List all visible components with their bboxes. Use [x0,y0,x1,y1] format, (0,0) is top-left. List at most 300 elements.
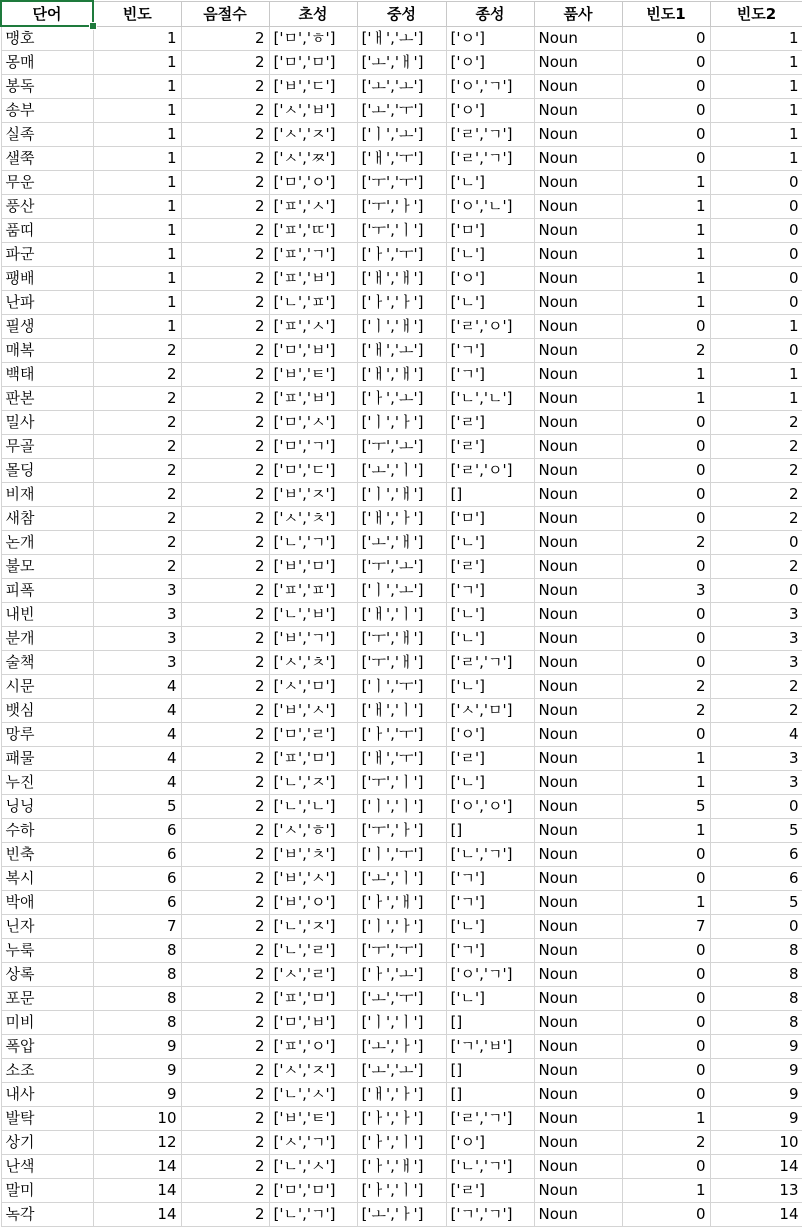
cell-frequency1[interactable]: 0 [622,1035,710,1059]
cell-medial[interactable]: ['ㅜ','ㅏ'] [357,195,446,219]
cell-frequency[interactable]: 1 [93,171,181,195]
cell-initial[interactable]: ['ㅁ','ㄷ'] [269,459,357,483]
cell-frequency[interactable]: 2 [93,555,181,579]
cell-syllables[interactable]: 2 [181,699,269,723]
cell-word[interactable]: 내빈 [1,603,93,627]
cell-initial[interactable]: ['ㅅ','ㄱ'] [269,1131,357,1155]
cell-frequency1[interactable]: 0 [622,627,710,651]
cell-frequency[interactable]: 14 [93,1203,181,1227]
cell-syllables[interactable]: 2 [181,963,269,987]
cell-word[interactable]: 매복 [1,339,93,363]
cell-syllables[interactable]: 2 [181,123,269,147]
cell-medial[interactable]: ['ㅏ','ㅜ'] [357,243,446,267]
cell-pos[interactable]: Noun [534,195,622,219]
cell-medial[interactable]: ['ㅐ','ㅜ'] [357,747,446,771]
cell-frequency[interactable]: 2 [93,363,181,387]
cell-frequency[interactable]: 2 [93,411,181,435]
cell-syllables[interactable]: 2 [181,819,269,843]
header-cell-frequency[interactable]: 빈도 [93,1,181,26]
cell-frequency1[interactable]: 0 [622,507,710,531]
cell-pos[interactable]: Noun [534,483,622,507]
cell-syllables[interactable]: 2 [181,171,269,195]
cell-initial[interactable]: ['ㄴ','ㅂ'] [269,603,357,627]
cell-pos[interactable]: Noun [534,819,622,843]
cell-frequency[interactable]: 1 [93,243,181,267]
header-cell-final[interactable]: 종성 [446,1,534,26]
cell-pos[interactable]: Noun [534,987,622,1011]
cell-medial[interactable]: ['ㅜ','ㅜ'] [357,939,446,963]
cell-frequency1[interactable]: 0 [622,843,710,867]
cell-medial[interactable]: ['ㅐ','ㅐ'] [357,363,446,387]
cell-frequency2[interactable]: 2 [710,675,802,699]
cell-syllables[interactable]: 2 [181,771,269,795]
cell-medial[interactable]: ['ㅣ','ㅏ'] [357,915,446,939]
cell-frequency[interactable]: 3 [93,603,181,627]
cell-final[interactable]: ['ㄱ','ㅂ'] [446,1035,534,1059]
cell-medial[interactable]: ['ㅏ','ㅗ'] [357,387,446,411]
cell-initial[interactable]: ['ㅁ','ㅅ'] [269,411,357,435]
cell-frequency[interactable]: 4 [93,747,181,771]
cell-initial[interactable]: ['ㅂ','ㄱ'] [269,627,357,651]
cell-medial[interactable]: ['ㅏ','ㅜ'] [357,723,446,747]
cell-frequency1[interactable]: 1 [622,387,710,411]
cell-word[interactable]: 필생 [1,315,93,339]
cell-pos[interactable]: Noun [534,411,622,435]
cell-pos[interactable]: Noun [534,507,622,531]
cell-word[interactable]: 맹호 [1,26,93,51]
cell-final[interactable]: ['ㅇ','ㄱ'] [446,963,534,987]
cell-frequency2[interactable]: 2 [710,411,802,435]
cell-frequency[interactable]: 1 [93,75,181,99]
cell-initial[interactable]: ['ㄴ','ㅅ'] [269,1155,357,1179]
cell-final[interactable]: ['ㅇ','ㄱ'] [446,75,534,99]
cell-frequency1[interactable]: 0 [622,123,710,147]
cell-syllables[interactable]: 2 [181,459,269,483]
cell-frequency1[interactable]: 1 [622,219,710,243]
cell-word[interactable]: 실족 [1,123,93,147]
cell-medial[interactable]: ['ㅗ','ㅗ'] [357,75,446,99]
cell-frequency[interactable]: 14 [93,1155,181,1179]
cell-frequency1[interactable]: 7 [622,915,710,939]
cell-frequency2[interactable]: 2 [710,483,802,507]
cell-frequency1[interactable]: 0 [622,411,710,435]
cell-frequency2[interactable]: 0 [710,219,802,243]
cell-frequency1[interactable]: 0 [622,651,710,675]
cell-word[interactable]: 닌자 [1,915,93,939]
cell-final[interactable]: ['ㅇ','ㅇ'] [446,795,534,819]
cell-initial[interactable]: ['ㅁ','ㄹ'] [269,723,357,747]
cell-frequency2[interactable]: 0 [710,267,802,291]
cell-pos[interactable]: Noun [534,267,622,291]
cell-final[interactable]: ['ㄴ'] [446,675,534,699]
cell-medial[interactable]: ['ㅜ','ㅗ'] [357,435,446,459]
cell-frequency1[interactable]: 2 [622,531,710,555]
cell-word[interactable]: 판본 [1,387,93,411]
cell-medial[interactable]: ['ㅐ','ㅏ'] [357,1083,446,1107]
cell-frequency2[interactable]: 8 [710,963,802,987]
cell-initial[interactable]: ['ㄴ','ㄱ'] [269,1203,357,1227]
cell-frequency1[interactable]: 0 [622,1083,710,1107]
cell-pos[interactable]: Noun [534,1131,622,1155]
cell-initial[interactable]: ['ㄴ','ㅅ'] [269,1083,357,1107]
cell-frequency1[interactable]: 2 [622,339,710,363]
header-cell-frequency2[interactable]: 빈도2 [710,1,802,26]
cell-syllables[interactable]: 2 [181,939,269,963]
cell-final[interactable]: ['ㄱ'] [446,363,534,387]
cell-final[interactable]: ['ㄱ'] [446,891,534,915]
cell-frequency2[interactable]: 9 [710,1107,802,1131]
cell-frequency[interactable]: 14 [93,1179,181,1203]
cell-frequency1[interactable]: 0 [622,483,710,507]
cell-final[interactable]: ['ㄴ'] [446,531,534,555]
cell-word[interactable]: 샐쭉 [1,147,93,171]
cell-medial[interactable]: ['ㅣ','ㅗ'] [357,579,446,603]
cell-pos[interactable]: Noun [534,651,622,675]
cell-frequency2[interactable]: 9 [710,1035,802,1059]
cell-frequency2[interactable]: 8 [710,987,802,1011]
cell-medial[interactable]: ['ㅜ','ㅏ'] [357,819,446,843]
cell-final[interactable]: ['ㄹ'] [446,555,534,579]
cell-frequency1[interactable]: 0 [622,867,710,891]
cell-frequency1[interactable]: 0 [622,987,710,1011]
cell-medial[interactable]: ['ㅣ','ㅣ'] [357,1011,446,1035]
cell-syllables[interactable]: 2 [181,99,269,123]
cell-medial[interactable]: ['ㅐ','ㅣ'] [357,603,446,627]
cell-medial[interactable]: ['ㅏ','ㅣ'] [357,1179,446,1203]
cell-pos[interactable]: Noun [534,1155,622,1179]
cell-frequency1[interactable]: 0 [622,147,710,171]
cell-frequency[interactable]: 8 [93,1011,181,1035]
cell-initial[interactable]: ['ㅁ','ㅂ'] [269,339,357,363]
cell-pos[interactable]: Noun [534,555,622,579]
cell-initial[interactable]: ['ㅍ','ㅇ'] [269,1035,357,1059]
cell-frequency1[interactable]: 1 [622,1179,710,1203]
cell-syllables[interactable]: 2 [181,291,269,315]
cell-final[interactable]: [] [446,1011,534,1035]
cell-initial[interactable]: ['ㅅ','ㅈ'] [269,123,357,147]
cell-initial[interactable]: ['ㅂ','ㅌ'] [269,1107,357,1131]
cell-frequency2[interactable]: 2 [710,699,802,723]
cell-word[interactable]: 몽매 [1,51,93,75]
cell-final[interactable]: ['ㅇ','ㄴ'] [446,195,534,219]
cell-frequency2[interactable]: 0 [710,243,802,267]
cell-pos[interactable]: Noun [534,315,622,339]
cell-frequency2[interactable]: 6 [710,867,802,891]
cell-frequency2[interactable]: 10 [710,1131,802,1155]
cell-frequency2[interactable]: 0 [710,531,802,555]
cell-frequency[interactable]: 4 [93,699,181,723]
cell-syllables[interactable]: 2 [181,483,269,507]
cell-syllables[interactable]: 2 [181,1131,269,1155]
cell-medial[interactable]: ['ㅗ','ㅣ'] [357,459,446,483]
cell-frequency2[interactable]: 4 [710,723,802,747]
cell-final[interactable]: ['ㄹ'] [446,411,534,435]
cell-medial[interactable]: ['ㅏ','ㅗ'] [357,963,446,987]
cell-frequency[interactable]: 9 [93,1083,181,1107]
cell-final[interactable]: ['ㄱ','ㄱ'] [446,1203,534,1227]
cell-syllables[interactable]: 2 [181,795,269,819]
cell-word[interactable]: 품띠 [1,219,93,243]
cell-word[interactable]: 미비 [1,1011,93,1035]
cell-final[interactable]: ['ㄹ','ㄱ'] [446,123,534,147]
cell-medial[interactable]: ['ㅗ','ㅗ'] [357,1059,446,1083]
cell-medial[interactable]: ['ㅣ','ㅜ'] [357,843,446,867]
cell-medial[interactable]: ['ㅣ','ㅗ'] [357,123,446,147]
cell-final[interactable]: ['ㄴ'] [446,291,534,315]
cell-final[interactable]: ['ㄴ'] [446,171,534,195]
cell-initial[interactable]: ['ㄴ','ㅈ'] [269,771,357,795]
cell-initial[interactable]: ['ㅁ','ㅂ'] [269,1011,357,1035]
cell-final[interactable]: ['ㄹ','ㅇ'] [446,315,534,339]
cell-word[interactable]: 복시 [1,867,93,891]
cell-medial[interactable]: ['ㅣ','ㅐ'] [357,315,446,339]
cell-initial[interactable]: ['ㅅ','ㅊ'] [269,651,357,675]
cell-word[interactable]: 송부 [1,99,93,123]
cell-frequency[interactable]: 6 [93,867,181,891]
cell-syllables[interactable]: 2 [181,891,269,915]
cell-frequency1[interactable]: 1 [622,1107,710,1131]
cell-pos[interactable]: Noun [534,1035,622,1059]
cell-frequency2[interactable]: 3 [710,603,802,627]
cell-word[interactable]: 빈축 [1,843,93,867]
cell-pos[interactable]: Noun [534,963,622,987]
cell-final[interactable]: ['ㄹ','ㅇ'] [446,459,534,483]
cell-initial[interactable]: ['ㄴ','ㄴ'] [269,795,357,819]
cell-initial[interactable]: ['ㅁ','ㅁ'] [269,51,357,75]
cell-frequency[interactable]: 5 [93,795,181,819]
cell-initial[interactable]: ['ㅍ','ㅂ'] [269,267,357,291]
cell-medial[interactable]: ['ㅣ','ㅣ'] [357,795,446,819]
cell-frequency[interactable]: 2 [93,387,181,411]
cell-final[interactable]: ['ㄴ'] [446,915,534,939]
cell-frequency[interactable]: 8 [93,939,181,963]
cell-initial[interactable]: ['ㅁ','ㅎ'] [269,26,357,51]
cell-frequency[interactable]: 3 [93,579,181,603]
cell-syllables[interactable]: 2 [181,651,269,675]
cell-pos[interactable]: Noun [534,387,622,411]
header-cell-pos[interactable]: 품사 [534,1,622,26]
cell-final[interactable]: ['ㄱ'] [446,867,534,891]
cell-frequency2[interactable]: 3 [710,747,802,771]
cell-initial[interactable]: ['ㅅ','ㅎ'] [269,819,357,843]
cell-frequency2[interactable]: 1 [710,315,802,339]
cell-word[interactable]: 패물 [1,747,93,771]
cell-initial[interactable]: ['ㅍ','ㅅ'] [269,315,357,339]
cell-pos[interactable]: Noun [534,459,622,483]
cell-final[interactable]: ['ㅇ'] [446,26,534,51]
cell-frequency1[interactable]: 0 [622,459,710,483]
cell-frequency[interactable]: 10 [93,1107,181,1131]
cell-word[interactable]: 박애 [1,891,93,915]
cell-syllables[interactable]: 2 [181,339,269,363]
cell-medial[interactable]: ['ㅣ','ㅏ'] [357,411,446,435]
cell-final[interactable]: ['ㄴ'] [446,987,534,1011]
cell-initial[interactable]: ['ㅍ','ㅅ'] [269,195,357,219]
cell-syllables[interactable]: 2 [181,411,269,435]
cell-syllables[interactable]: 2 [181,507,269,531]
cell-word[interactable]: 논개 [1,531,93,555]
cell-final[interactable]: ['ㄴ'] [446,627,534,651]
cell-medial[interactable]: ['ㅗ','ㅜ'] [357,99,446,123]
cell-frequency[interactable]: 9 [93,1059,181,1083]
cell-final[interactable]: ['ㄱ'] [446,579,534,603]
cell-final[interactable]: ['ㅁ'] [446,507,534,531]
cell-frequency[interactable]: 1 [93,195,181,219]
cell-frequency[interactable]: 2 [93,435,181,459]
cell-medial[interactable]: ['ㅜ','ㅣ'] [357,771,446,795]
cell-word[interactable]: 불모 [1,555,93,579]
cell-syllables[interactable]: 2 [181,243,269,267]
cell-syllables[interactable]: 2 [181,747,269,771]
cell-word[interactable]: 닝닝 [1,795,93,819]
cell-word[interactable]: 난색 [1,1155,93,1179]
cell-final[interactable]: ['ㄹ'] [446,435,534,459]
header-cell-medial[interactable]: 중성 [357,1,446,26]
cell-frequency1[interactable]: 5 [622,795,710,819]
header-cell-frequency1[interactable]: 빈도1 [622,1,710,26]
cell-syllables[interactable]: 2 [181,363,269,387]
cell-frequency[interactable]: 3 [93,651,181,675]
cell-pos[interactable]: Noun [534,1011,622,1035]
cell-medial[interactable]: ['ㅗ','ㅐ'] [357,51,446,75]
cell-final[interactable]: [] [446,819,534,843]
cell-syllables[interactable]: 2 [181,627,269,651]
cell-medial[interactable]: ['ㅜ','ㅣ'] [357,219,446,243]
cell-frequency2[interactable]: 14 [710,1203,802,1227]
cell-word[interactable]: 몰딩 [1,459,93,483]
cell-frequency2[interactable]: 1 [710,363,802,387]
cell-frequency2[interactable]: 5 [710,891,802,915]
cell-word[interactable]: 소조 [1,1059,93,1083]
cell-frequency[interactable]: 1 [93,26,181,51]
cell-final[interactable]: ['ㅇ'] [446,1131,534,1155]
cell-word[interactable]: 말미 [1,1179,93,1203]
cell-frequency1[interactable]: 1 [622,771,710,795]
header-cell-syllables[interactable]: 음절수 [181,1,269,26]
cell-word[interactable]: 무골 [1,435,93,459]
cell-medial[interactable]: ['ㅣ','ㅜ'] [357,675,446,699]
cell-medial[interactable]: ['ㅐ','ㅗ'] [357,26,446,51]
cell-syllables[interactable]: 2 [181,915,269,939]
cell-frequency1[interactable]: 3 [622,579,710,603]
cell-frequency[interactable]: 8 [93,963,181,987]
cell-frequency1[interactable]: 0 [622,603,710,627]
cell-pos[interactable]: Noun [534,867,622,891]
cell-pos[interactable]: Noun [534,915,622,939]
cell-pos[interactable]: Noun [534,771,622,795]
cell-medial[interactable]: ['ㅗ','ㅐ'] [357,531,446,555]
cell-frequency1[interactable]: 1 [622,291,710,315]
cell-syllables[interactable]: 2 [181,1059,269,1083]
cell-syllables[interactable]: 2 [181,51,269,75]
cell-syllables[interactable]: 2 [181,1011,269,1035]
cell-final[interactable]: ['ㄱ'] [446,939,534,963]
cell-initial[interactable]: ['ㅍ','ㅍ'] [269,579,357,603]
cell-frequency2[interactable]: 3 [710,627,802,651]
cell-word[interactable]: 풍산 [1,195,93,219]
cell-frequency2[interactable]: 1 [710,75,802,99]
cell-medial[interactable]: ['ㅜ','ㅐ'] [357,651,446,675]
cell-syllables[interactable]: 2 [181,1203,269,1227]
cell-final[interactable]: ['ㅇ'] [446,99,534,123]
cell-syllables[interactable]: 2 [181,435,269,459]
cell-frequency1[interactable]: 1 [622,747,710,771]
cell-frequency1[interactable]: 1 [622,243,710,267]
cell-frequency1[interactable]: 0 [622,723,710,747]
cell-syllables[interactable]: 2 [181,219,269,243]
cell-frequency2[interactable]: 3 [710,771,802,795]
cell-syllables[interactable]: 2 [181,1107,269,1131]
cell-frequency[interactable]: 9 [93,1035,181,1059]
cell-initial[interactable]: ['ㅁ','ㅇ'] [269,171,357,195]
cell-initial[interactable]: ['ㅂ','ㅁ'] [269,555,357,579]
cell-frequency[interactable]: 1 [93,123,181,147]
cell-word[interactable]: 술책 [1,651,93,675]
cell-pos[interactable]: Noun [534,699,622,723]
cell-initial[interactable]: ['ㄴ','ㄹ'] [269,939,357,963]
cell-word[interactable]: 뱃심 [1,699,93,723]
cell-frequency1[interactable]: 0 [622,1011,710,1035]
cell-word[interactable]: 상기 [1,1131,93,1155]
cell-medial[interactable]: ['ㅏ','ㅐ'] [357,891,446,915]
cell-frequency2[interactable]: 1 [710,51,802,75]
cell-initial[interactable]: ['ㅍ','ㄱ'] [269,243,357,267]
cell-final[interactable]: [] [446,1059,534,1083]
header-cell-initial[interactable]: 초성 [269,1,357,26]
cell-word[interactable]: 봉독 [1,75,93,99]
cell-frequency[interactable]: 1 [93,99,181,123]
cell-medial[interactable]: ['ㅜ','ㅐ'] [357,627,446,651]
cell-pos[interactable]: Noun [534,363,622,387]
cell-initial[interactable]: ['ㅍ','ㄸ'] [269,219,357,243]
cell-initial[interactable]: ['ㅂ','ㅇ'] [269,891,357,915]
cell-syllables[interactable]: 2 [181,26,269,51]
cell-pos[interactable]: Noun [534,795,622,819]
cell-word[interactable]: 난파 [1,291,93,315]
cell-pos[interactable]: Noun [534,339,622,363]
cell-frequency2[interactable]: 1 [710,26,802,51]
cell-frequency2[interactable]: 8 [710,939,802,963]
cell-word[interactable]: 누룩 [1,939,93,963]
cell-frequency1[interactable]: 0 [622,1059,710,1083]
cell-syllables[interactable]: 2 [181,387,269,411]
cell-pos[interactable]: Noun [534,123,622,147]
cell-initial[interactable]: ['ㅅ','ㅊ'] [269,507,357,531]
cell-frequency[interactable]: 6 [93,843,181,867]
cell-word[interactable]: 발탁 [1,1107,93,1131]
cell-final[interactable]: [] [446,1083,534,1107]
cell-frequency[interactable]: 1 [93,315,181,339]
cell-medial[interactable]: ['ㅜ','ㅜ'] [357,171,446,195]
cell-medial[interactable]: ['ㅐ','ㅣ'] [357,699,446,723]
cell-pos[interactable]: Noun [534,1107,622,1131]
cell-syllables[interactable]: 2 [181,1035,269,1059]
cell-medial[interactable]: ['ㅣ','ㅐ'] [357,483,446,507]
cell-syllables[interactable]: 2 [181,1155,269,1179]
cell-word[interactable]: 무운 [1,171,93,195]
cell-final[interactable]: ['ㄹ','ㄱ'] [446,147,534,171]
cell-initial[interactable]: ['ㅂ','ㅅ'] [269,699,357,723]
cell-frequency1[interactable]: 1 [622,195,710,219]
cell-pos[interactable]: Noun [534,627,622,651]
cell-pos[interactable]: Noun [534,939,622,963]
cell-syllables[interactable]: 2 [181,603,269,627]
cell-medial[interactable]: ['ㅏ','ㅣ'] [357,1131,446,1155]
cell-medial[interactable]: ['ㅐ','ㅏ'] [357,507,446,531]
cell-initial[interactable]: ['ㄴ','ㅍ'] [269,291,357,315]
cell-frequency[interactable]: 2 [93,459,181,483]
cell-pos[interactable]: Noun [534,603,622,627]
